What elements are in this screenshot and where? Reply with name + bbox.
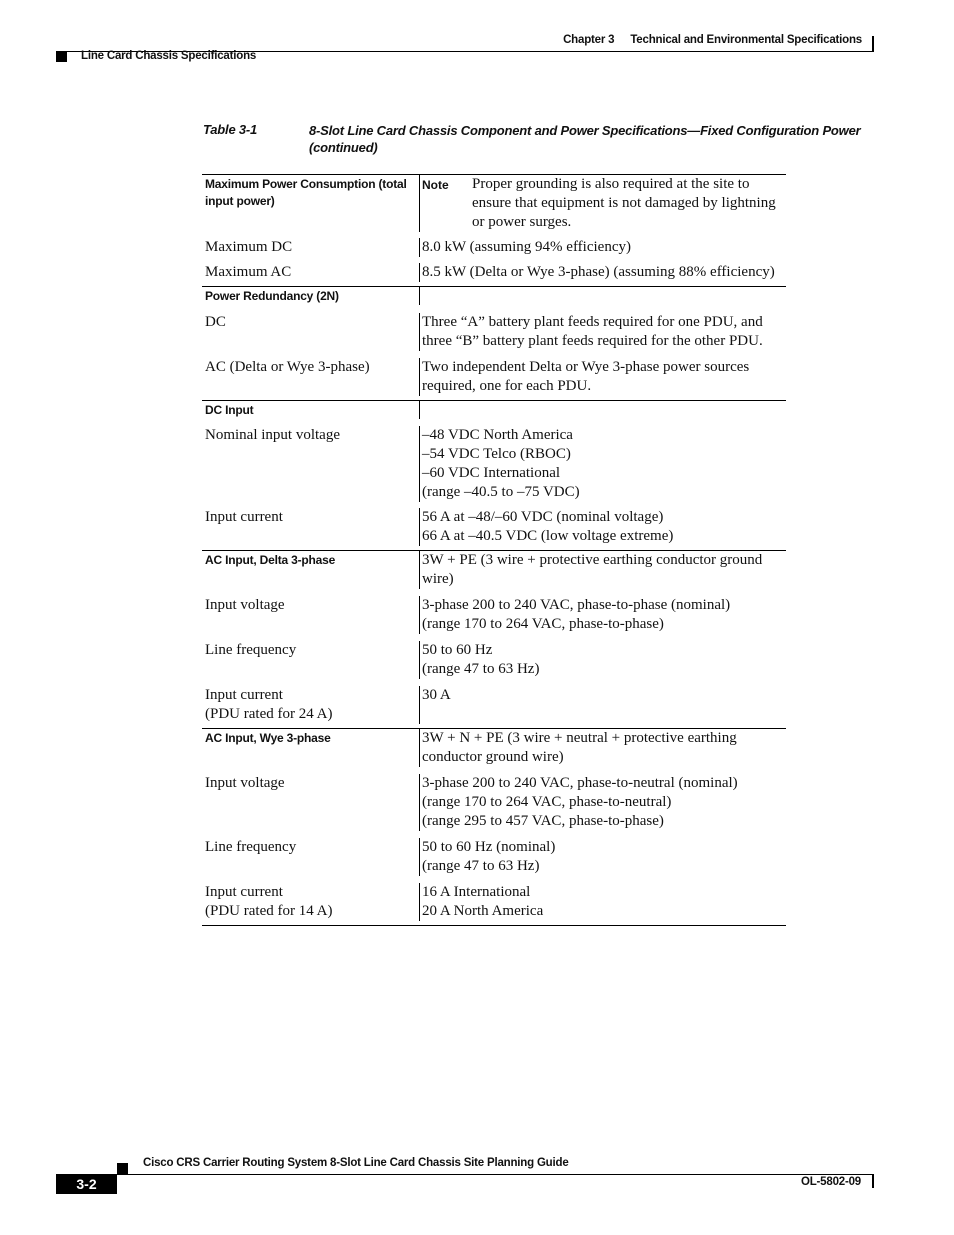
row-label: Input current (PDU rated for 14 A): [202, 883, 420, 921]
row-value: 50 to 60 Hz (range 47 to 63 Hz): [422, 642, 540, 677]
row-label: Line frequency: [202, 641, 420, 679]
table-row: [202, 883, 786, 925]
table-row: [202, 257, 786, 286]
row-label: Input current: [202, 508, 420, 546]
row-value: 8.0 kW (assuming 94% efficiency): [422, 239, 631, 255]
note-label: Note: [422, 178, 449, 192]
row-value: –48 VDC North America –54 VDC Telco (RBOC) –60 VDC International (range –40.5 to –75 VDC): [422, 427, 580, 500]
section-heading: Maximum Power Consumption (total input power): [202, 175, 420, 232]
footer-vertical-rule: [872, 1175, 874, 1188]
row-label: Input voltage: [202, 596, 420, 634]
table-title: 8-Slot Line Card Chassis Component and Power Specifications—Fixed Configuration Power (continued): [309, 123, 861, 155]
section-heading: AC Input, Wye 3-phase: [202, 729, 420, 767]
running-header-section: Line Card Chassis Specifications: [81, 50, 257, 62]
footer-rule: [56, 1174, 874, 1175]
header-marker-square: [56, 51, 67, 62]
spec-table: [202, 174, 786, 926]
table-section-max-power: [202, 175, 786, 287]
row-value: Two independent Delta or Wye 3-phase power sources required, one for each PDU.: [422, 359, 750, 394]
table-row: [202, 426, 786, 508]
row-label: Maximum DC: [202, 238, 420, 257]
footer-doc-number: OL-5802-09: [800, 1176, 861, 1188]
row-label: AC (Delta or Wye 3-phase): [202, 358, 420, 396]
header-vertical-rule: [872, 36, 874, 51]
table-label: Table 3-1: [203, 122, 258, 137]
row-value: 3-phase 200 to 240 VAC, phase-to-neutral (nominal) (range 170 to 264 VAC, phase-to-neutral) (range 295 to 457 VAC, phase-to-phase): [422, 775, 738, 829]
section-heading: DC Input: [202, 401, 420, 419]
section-heading: AC Input, Delta 3-phase: [202, 551, 420, 589]
table-section-ac-delta: [202, 551, 786, 729]
row-value: 16 A International 20 A North America: [422, 884, 544, 919]
table-row: [202, 313, 786, 358]
row-value: 56 A at –48/–60 VDC (nominal voltage) 66 A at –40.5 VDC (low voltage extreme): [422, 509, 674, 544]
row-label: Line frequency: [202, 838, 420, 876]
note-block: [422, 175, 786, 232]
row-value: 30 A: [422, 687, 451, 703]
row-label: Nominal input voltage: [202, 426, 420, 502]
table-section-ac-wye: [202, 729, 786, 926]
footer-marker-square: [117, 1163, 128, 1174]
table-row: [202, 774, 786, 838]
note-text: Proper grounding is also required at the site to ensure that equipment is not damaged by lightning or power surges.: [472, 176, 776, 230]
table-row: [202, 641, 786, 686]
table-row: [202, 358, 786, 400]
running-header-chapter: [563, 34, 862, 46]
table-row: [202, 238, 786, 257]
table-section-dc-input: [202, 401, 786, 551]
table-row: [202, 686, 786, 728]
row-label: Maximum AC: [202, 263, 420, 282]
row-value: 50 to 60 Hz (nominal) (range 47 to 63 Hz): [422, 839, 556, 874]
section-heading-value: 3W + N + PE (3 wire + neutral + protective earthing conductor ground wire): [422, 730, 737, 765]
row-label: Input voltage: [202, 774, 420, 831]
chapter-number: Chapter 3: [563, 34, 615, 46]
footer-doc-title: Cisco CRS Carrier Routing System 8-Slot Line Card Chassis Site Planning Guide: [143, 1157, 569, 1169]
row-value: 3-phase 200 to 240 VAC, phase-to-phase (nominal) (range 170 to 264 VAC, phase-to-phase): [422, 597, 731, 632]
table-section-redundancy: [202, 287, 786, 401]
row-value: Three “A” battery plant feeds required for one PDU, and three “B” battery plant feeds required for the other PDU.: [422, 314, 763, 349]
row-label: Input current (PDU rated for 24 A): [202, 686, 420, 724]
chapter-title: Technical and Environmental Specifications: [630, 34, 862, 46]
row-value: 8.5 kW (Delta or Wye 3-phase) (assuming 88% efficiency): [422, 264, 775, 280]
page-number: 3-2: [56, 1175, 117, 1194]
section-heading-value: 3W + PE (3 wire + protective earthing conductor ground wire): [422, 552, 763, 587]
table-row: [202, 596, 786, 641]
row-label: DC: [202, 313, 420, 351]
section-heading: Power Redundancy (2N): [202, 287, 420, 305]
table-row: [202, 508, 786, 550]
table-row: [202, 838, 786, 883]
